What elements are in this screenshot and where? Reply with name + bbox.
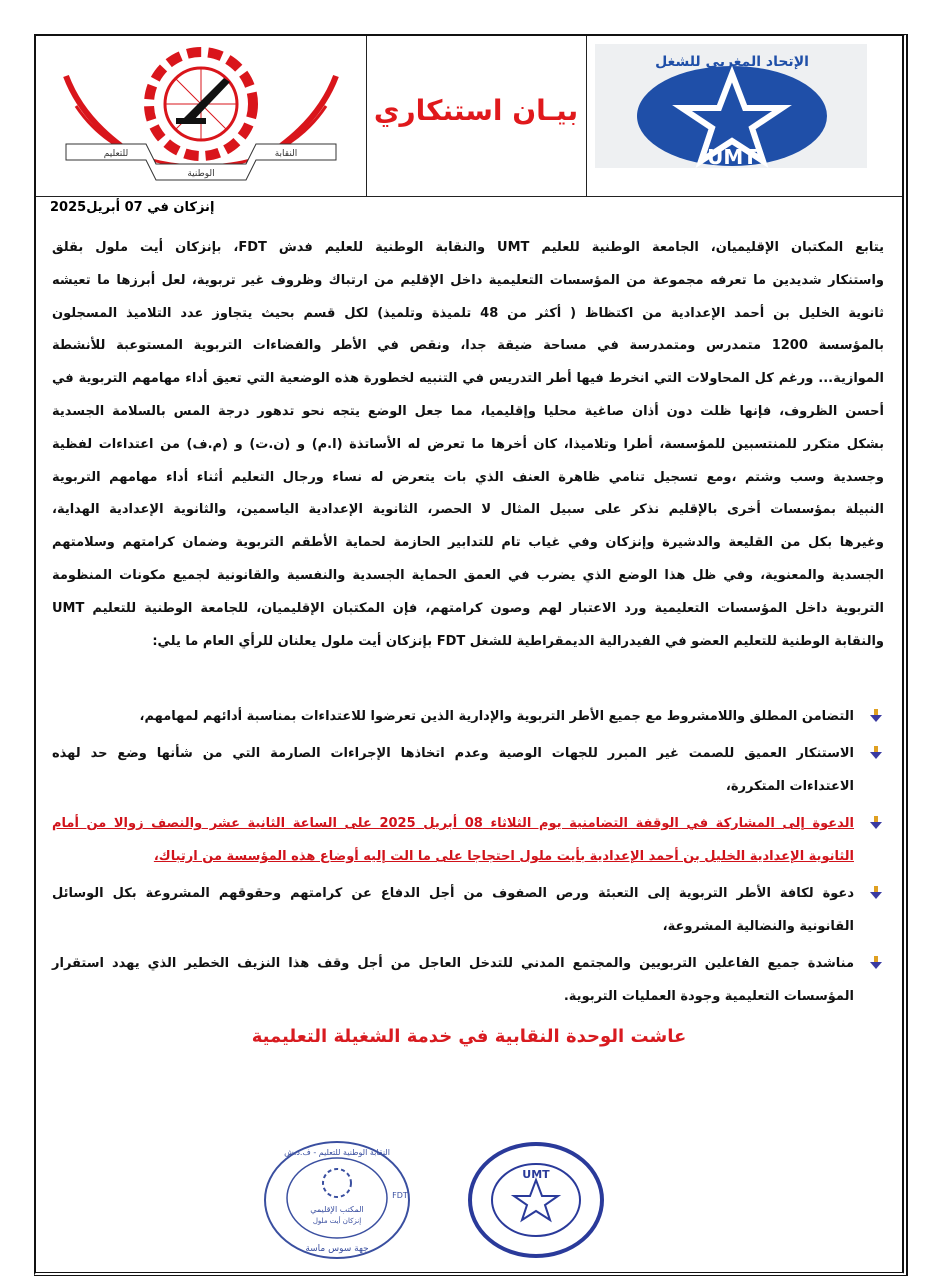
stamp-text: FDT <box>392 1191 408 1200</box>
document-page <box>34 34 908 1276</box>
title-cell <box>366 36 587 196</box>
list-item-text: الدعوة إلى المشاركة في الوقفة التضامنية يوم الثلاثاء 08 أبريل 2025 على الساعة الثانية عشر والنصف زوالا من أمام <box>52 816 855 831</box>
statement-body <box>52 232 884 658</box>
paragraph-line: ثانوية الخليل بن أحمد الإعدادية من اكتظاظ ( أكثر من 48 تلميذة وتلميذ) لكل قسم بحيث يتجاوز عدد التلاميذ المسجلون <box>52 305 884 321</box>
paragraph-line: التربوية داخل المؤسسات التعليمية ورد الاعتبار لهم وصون كرامتهم، فإن المكتبان الإقليميان، للجامعة الوطنية للتعليم UMT <box>52 600 884 616</box>
closing-slogan: عاشت الوحدة النقابية في خدمة الشغيلة التعليمية <box>251 1026 687 1047</box>
paragraph-line: بالمؤسسة 1200 متمدرس ومتمدرسة في مساحة ضيقة جدا، ونقص في الأطر والفضاءات التربوية المستوعبة للأنشطة <box>52 338 884 354</box>
letterhead <box>36 36 902 197</box>
list-item <box>52 877 854 943</box>
paragraph-line: الجسدية والمعنوية، وفي ظل هذا الوضع الذي يضرب في العمق الحماية الجسدية والنفسية والقانونية لجميع مكونات المنظومة <box>52 567 884 583</box>
logo-text: UMT <box>707 145 757 169</box>
list-item <box>52 947 854 1013</box>
bullet-arrow-icon <box>870 816 882 830</box>
bullet-arrow-icon <box>870 886 882 900</box>
logo-text: الوطنية <box>187 169 215 179</box>
page-title: بيـان استنكاري <box>373 94 579 127</box>
date-line: إنزكان في 07 أبريل2025 <box>50 200 215 215</box>
paragraph-line: النبيلة بمؤسسات أخرى بالإقليم نذكر على سبيل المثال لا الحصر، الثانوية الإعدادية الياسمين، والثانوية الإعدادية الهداية، <box>52 502 884 518</box>
list-item-text: دعوة لكافة الأطر التربوية إلى التعبئة ورص الصفوف من أجل الدفاع عن كرامتهم وحقوقهم المشروعة بكل الوسائل <box>52 886 854 901</box>
umt-logo <box>587 36 902 196</box>
logo-text: للتعليم <box>103 149 129 159</box>
stamp-text: إنزكان أيت ملول <box>312 1217 362 1225</box>
paragraph-line: والنقابة الوطنية للتعليم العضو في الفيدرالية الديمقراطية للشغل FDT بإنزكان أيت ملول يعلنان للرأي العام ما يلي: <box>152 633 884 649</box>
list-item-text: المؤسسات التعليمية وجودة العمليات التربوية. <box>563 989 854 1004</box>
paragraph-line: أحسن الظروف، فإنها ظلت دون أذان صاغية محليا وإقليميا، مما جعل الوضع يتجه نحو تدهور درجة المس بالسلامة الجسدية <box>52 403 884 419</box>
bullet-arrow-icon <box>870 709 882 723</box>
paragraph-line: يتابع المكتبان الإقليميان، الجامعة الوطنية للعليم UMT والنقابة الوطنية للعليم فدش FDT، بإنزكان أيت ملول بقلق <box>52 240 884 255</box>
paragraph-line: واستنكار شديدين ما تعرفه مجموعة من المؤسسات التعليمية داخل الإقليم من ارتباك وظروف غير تربوية، لعل أبرزها ما تعيشه <box>52 272 884 288</box>
list-item <box>52 700 854 733</box>
list-item-highlighted <box>52 807 854 873</box>
bullet-arrow-icon <box>870 746 882 760</box>
list-item-text: الثانوية الإعدادية الخليل بن أحمد الإعدادية بأيت ملول احتجاجا على ما الت إليه أوضاع هذه المؤسسة من ارتباك، <box>153 849 854 864</box>
demands-list <box>52 700 854 1017</box>
list-item-text: الاستنكار العميق للصمت غير المبرر للجهات الوصية وعدم اتخاذها الإجراءات الصارمة التي من شأنها وضع حد لهذه <box>52 746 854 761</box>
bullet-arrow-icon <box>870 956 882 970</box>
umt-stamp <box>466 1138 606 1263</box>
stamp-text: النقابة الوطنية للتعليم - ف.د.ش <box>284 1148 390 1157</box>
fdt-stamp <box>262 1138 412 1263</box>
stamp-text: UMT <box>522 1168 550 1181</box>
paragraph-line: الموازية... ورغم كل المحاولات التي انخرط فيها أطر التدريس في التنبيه لخطورة هذه الوضعية التي تعيق أداء مهامهم التربوية في <box>52 371 884 387</box>
list-item-text: الاعتداءات المتكررة، <box>725 779 854 794</box>
paragraph-line: بشكل متكرر للمنتسبين للمؤسسة، أطرا وتلاميذا، كان أخرها ما تعرض له الأساتذة (ا.م) و (ن.ت) و (م.ف) من اعتداءات لفظية <box>52 436 884 452</box>
list-item-text: القانونية والنضالية المشروعة، <box>662 919 854 934</box>
paragraph-line: وجسدية وسب وشتم ،ومع تسجيل تنامي ظاهرة العنف الذي بات يتعرض له نساء ورجال التعليم أثناء أداء مهامهم التربوية <box>52 469 884 485</box>
list-item-text: مناشدة جميع الفاعلين التربويين والمجتمع المدني للتدخل العاجل من أجل وقف هذا النزيف الخطير الذي يهدد استقرار <box>52 956 854 971</box>
list-item <box>52 737 854 803</box>
fdt-logo <box>36 36 367 196</box>
stamp-text: جهة سوس ماسة <box>305 1244 369 1254</box>
paragraph-line: وغيرها بكل من القليعة والدشيرة وإنزكان وفي غياب تام للتدابير الحازمة لحماية الأطقم التربوية وضمان كرامتهم وسلامتهم <box>52 535 884 551</box>
list-item-text: التضامن المطلق واللامشروط مع جميع الأطر التربوية والإدارية الذين تعرضوا للاعتداءات بمناسبة أدائهم لمهامهم، <box>139 709 854 724</box>
logo-text: النقابة <box>274 149 298 159</box>
stamp-text: المكتب الإقليمي <box>310 1205 364 1214</box>
logo-text: الإتحاد المغربي للشغل <box>655 54 809 70</box>
